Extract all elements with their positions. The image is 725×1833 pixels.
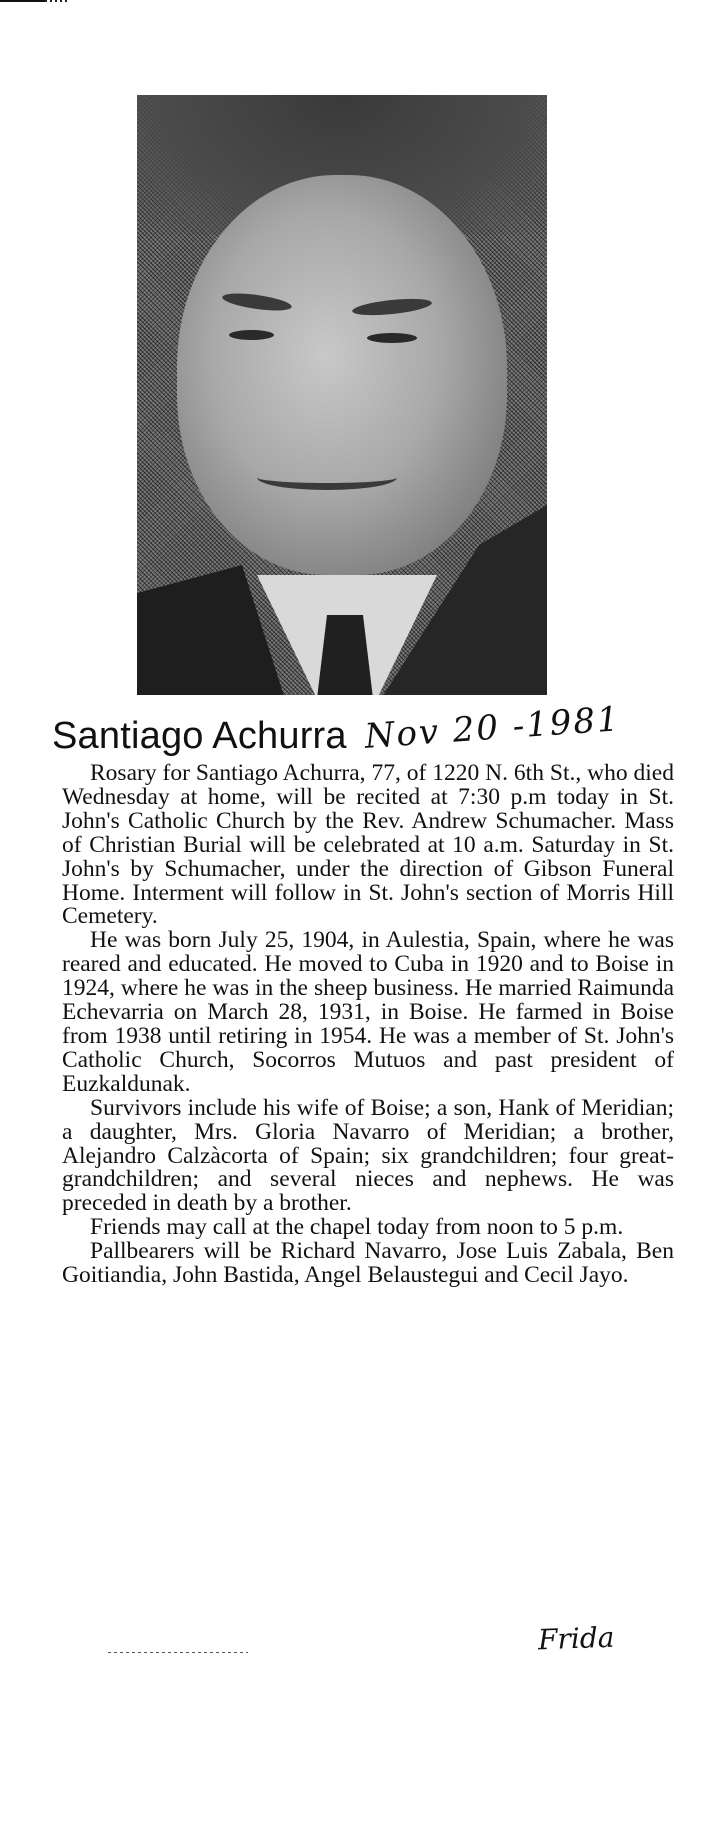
paragraph-pallbearers: Pallbearers will be Richard Navarro, Jose Luis Zabala, Ben Goitiandia, John Bastida, Angel Belaustegui and Cecil Jayo. [62, 1238, 674, 1289]
headline-row [52, 700, 692, 758]
paragraph-biography: He was born July 25, 1904, in Aulestia, Spain, where he was reared and educated. He moved to Cuba in 1920 and to Boise in 1924, where he was in the sheep business. He married Raimunda Echevarria on March 28, 1931, in Boise. He farmed in Boise from 1938 until retiring in 1954. He was a member of St. John's Catholic Church, Socorros Mutuos and past president of Euzkaldunak. [62, 927, 674, 1097]
scan-edge-mark [0, 0, 45, 2]
obituary-body [62, 762, 674, 1288]
paragraph-services: Rosary for Santiago Achurra, 77, of 1220 N. 6th St., who died Wednesday at home, will be recited at 7:30 p.m today in St. John's Catholic Church by the Rev. Andrew Schumacher. Mass of Christian Burial will be celebrated at 10 a.m. Saturday in St. John's by Schumacher, under the direction of Gibson Funeral Home. Interment will follow in St. John's section of Morris Hill Cemetery. [62, 760, 674, 930]
scan-smudge-line [108, 1652, 248, 1653]
scan-edge-dots [45, 0, 70, 2]
handwritten-date-annotation: Nov 20 -1981 [363, 699, 622, 757]
paragraph-visitation: Friends may call at the chapel today from noon to 5 p.m. [90, 1214, 624, 1241]
photo-face-region [177, 175, 507, 575]
handwritten-signature: Frida [537, 1620, 615, 1657]
photo-left-eye [229, 330, 274, 340]
portrait-photo [137, 95, 547, 695]
photo-right-eye [367, 333, 417, 343]
obituary-headline: Santiago Achurra [52, 715, 347, 757]
paragraph-survivors: Survivors include his wife of Boise; a son, Hank of Meridian; a daughter, Mrs. Gloria Navarro of Meridian; a brother, Alejandro Calzàcorta of Spain; six grandchildren; four great-grandchildren; and several nieces and nephews. He was preceded in death by a brother. [62, 1094, 674, 1217]
photo-mouth [257, 465, 397, 490]
